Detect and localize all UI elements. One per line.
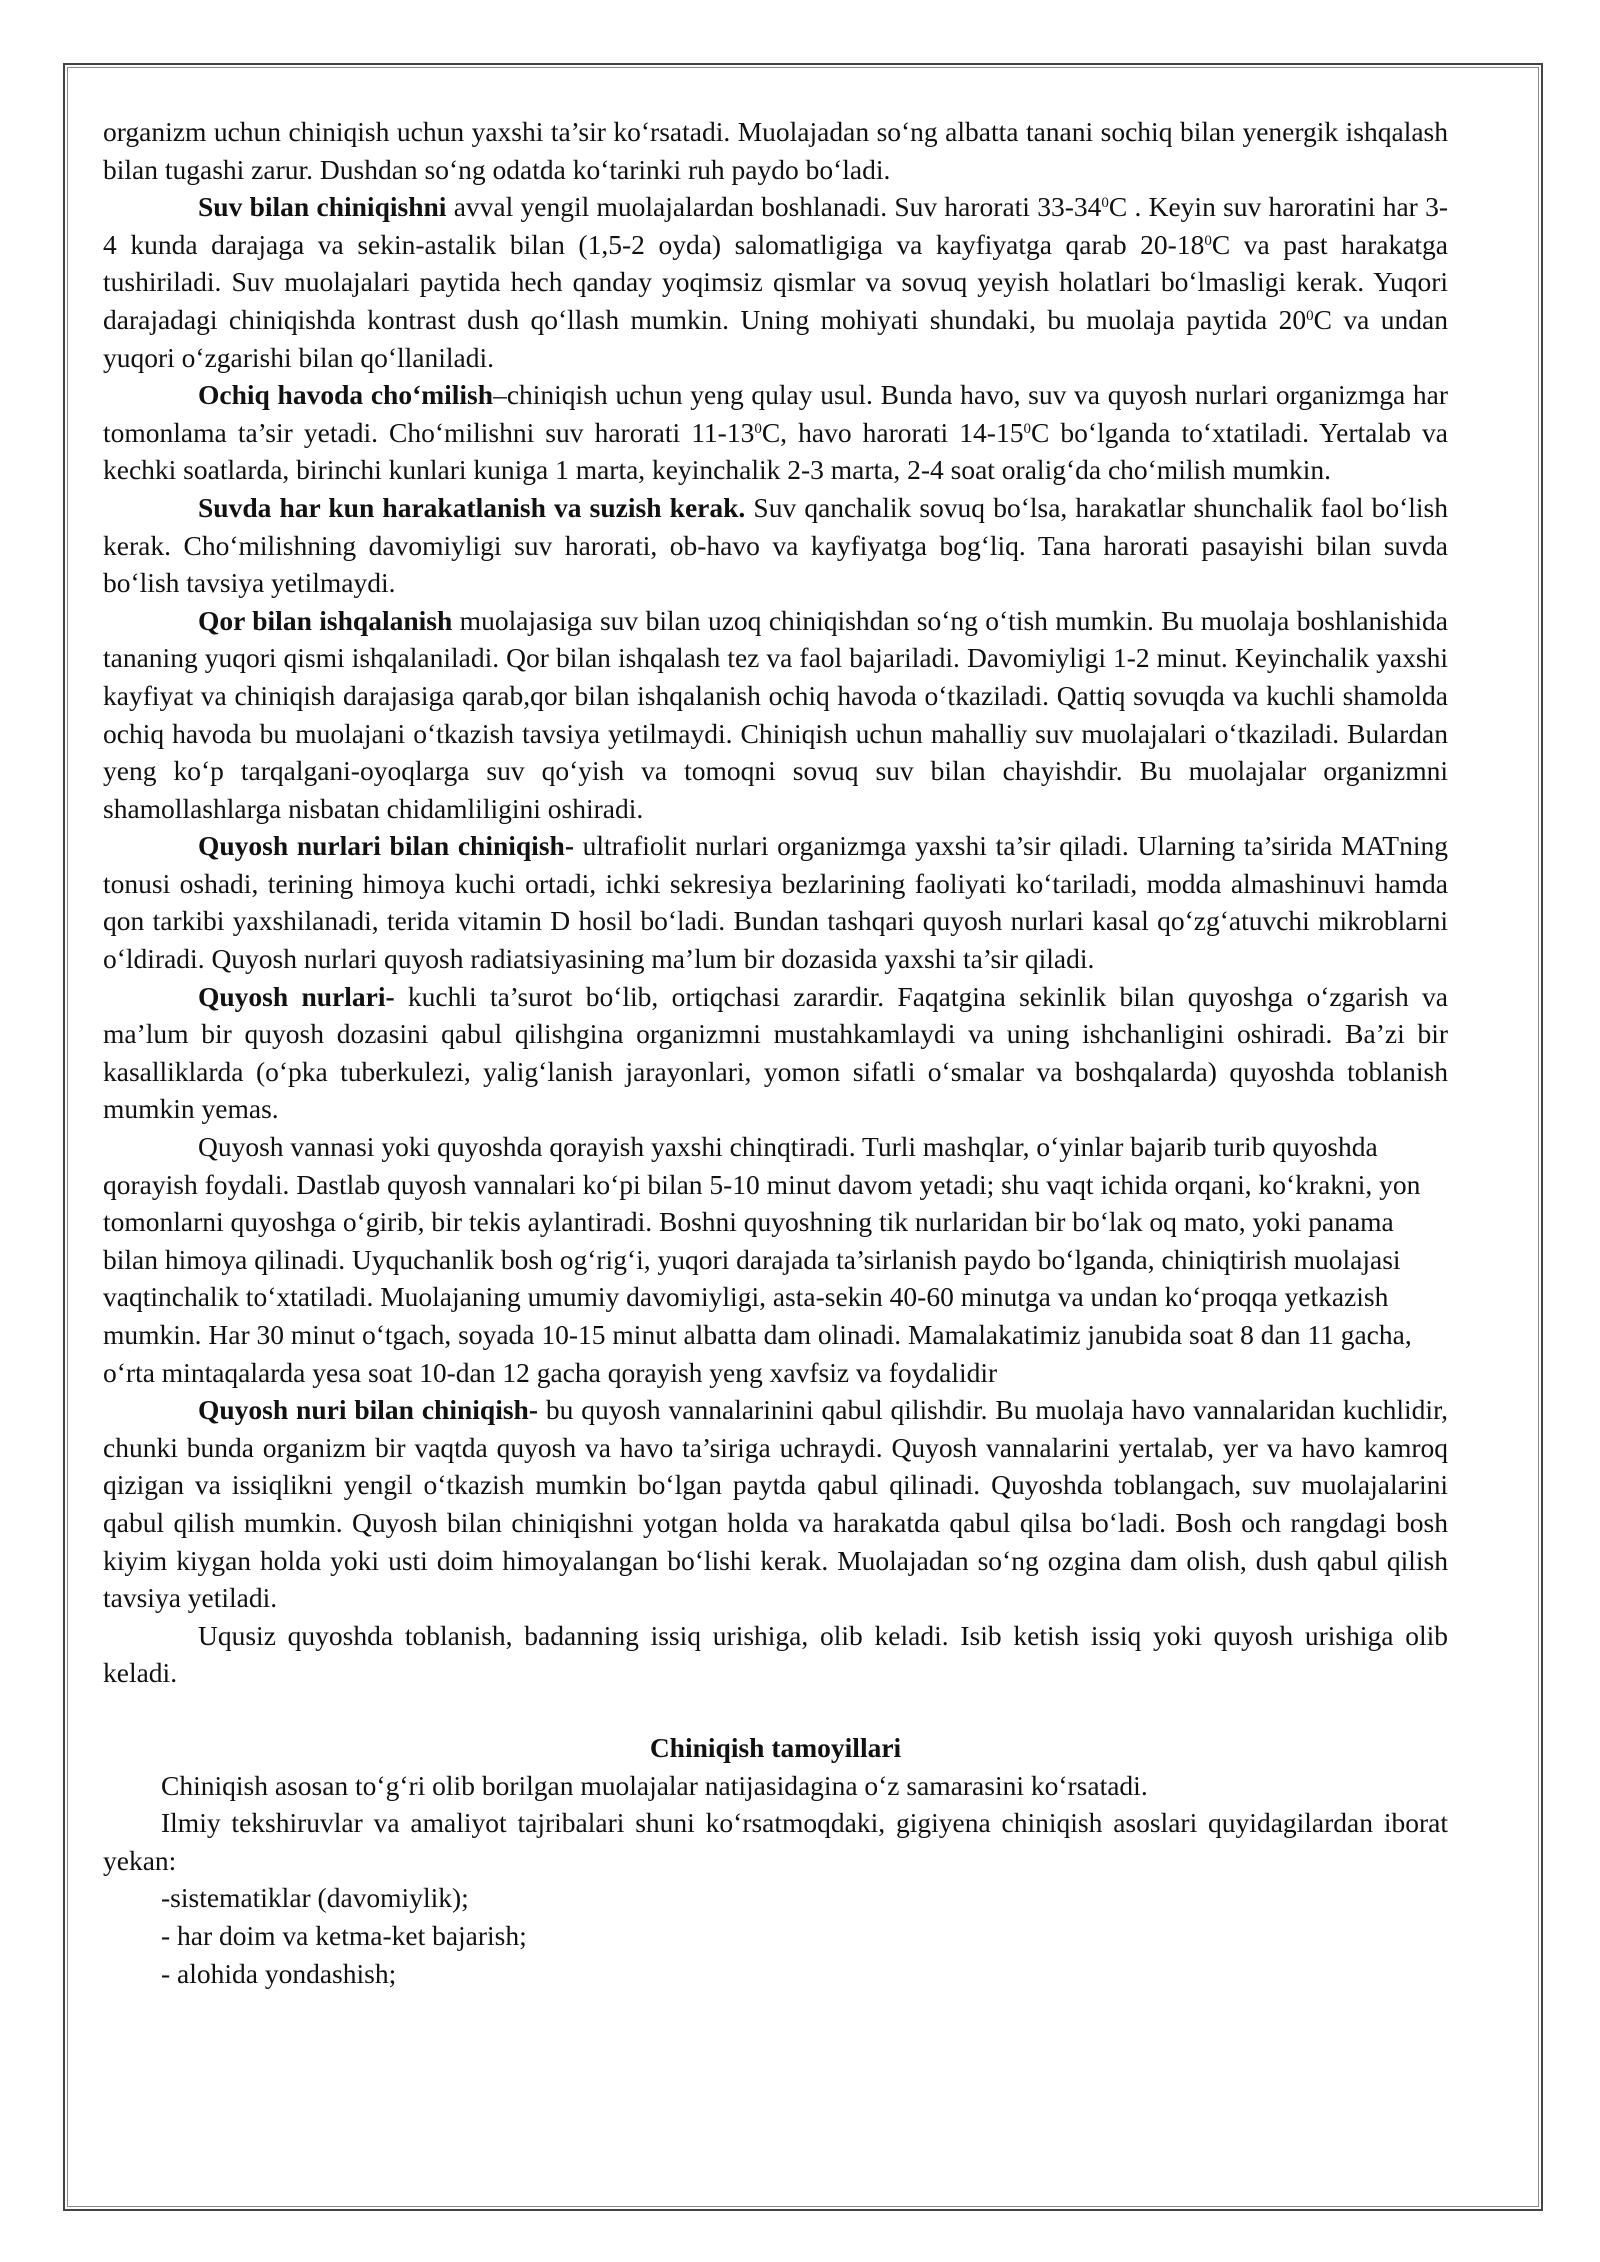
term-open-air-swimming: Ochiq havoda cho‘milish xyxy=(198,379,494,411)
term-swimming: Suvda har kun harakatlanish va suzish kerak. xyxy=(198,491,746,523)
paragraph-sun-rays: Quyosh nurlari- kuchli ta’surot bo‘lib, ortiqchasi zarardir. Faqatgina sekinlik bilan quyoshga o‘zgarish va ma’lum bir quyosh dozasini qabul qilishgina organizmni mustahkamlaydi va uning ishchanligini oshiradi. Ba’zi bir kasalliklarda (o‘pka tuberkulezi, yalig‘lanish jarayonlari, yomon sifatli o‘smalar va boshqalarda) quyoshda toblanish mumkin yemas. xyxy=(103,980,1448,1125)
paragraph-sunlight-hardening: Quyosh nuri bilan chiniqish- bu quyosh vannalarinini qabul qilishdir. Bu muolaja havo vannalaridan kuchlidir, chunki bunda organizm bir vaqtda quyosh va havo ta’siriga uchraydi. Quyosh vannalarini yertalab, yer va havo kamroq qizigan va issiqlikni yengil o‘tkazish mumkin bo‘lgan paytda qabul qilinadi. Quyoshda toblangach, suv muolajalarini qabul qilish mumkin. Quyosh bilan chiniqishni yotgan holda va harakatda qabul qilsa bo‘ladi. Bosh och rangdagi bosh kiyim kiygan holda yoki usti doim himoyalangan bo‘lishi kerak. Muolajadan so‘ng ozgina dam olish, dush qabul qilish tavsiya yetiladi. xyxy=(103,1394,1448,1614)
paragraph-water-hardening: Suv bilan chiniqishni avval yengil muolajalardan boshlanadi. Suv harorati $33-34^0C$ . Keyin suv haroratini har 3-4 kunda darajaga va sekin-astalik bilan (1,5-2 oyda) salomatligiga va kayfiyatga qarab $20-18^0C$ va past harakatga tushiriladi. Suv muolajalari paytida hech qanday yoqimsiz qismlar va sovuq yeyish holatlari bo‘lmasligi kerak. Yuqori darajadagi chiniqishda kontrast dush qo‘llash mumkin. Uning mohiyati shundaki, bu muolaja paytida $20^0C$ va undan yuqori o‘zgarishi bilan qo‘llaniladi. xyxy=(103,191,1449,373)
term-snow-rubbing: Qor bilan ishqalanish xyxy=(198,604,453,636)
paragraph-principles-intro: Chiniqish asosan to‘g‘ri olib borilgan muolajalar natijasidagina o‘z samarasini ko‘rsatadi. xyxy=(161,1769,1148,1801)
paragraph-principles-basis: Ilmiy tekshiruvlar va amaliyot tajribalari shuni ko‘rsatmoqdaki, gigiyena chiniqish asoslari quyidagilardan iborat yekan: xyxy=(103,1807,1448,1876)
term-sun-rays-hardening: Quyosh nurlari bilan chiniqish- xyxy=(198,830,574,862)
term-water-hardening: Suv bilan chiniqishni xyxy=(198,191,447,223)
paragraph-open-air-swimming: Ochiq havoda cho‘milish–chiniqish uchun yeng qulay usul. Bunda havo, suv va quyosh nurlari organizmga har tomonlama ta’sir yetadi. Cho‘milishni suv harorati $11-13^0C$, havo harorati $14-15^0C$ bo‘lganda to‘xtatiladi. Yertalab va kechki soatlarda, birinchi kunlari kuniga 1 marta, keyinchalik 2-3 marta, 2-4 soat oralig‘da cho‘milish mumkin. xyxy=(103,379,1449,486)
paragraph-sunstroke: Uqusiz quyoshda toblanish, badanning issiq urishiga, olib keladi. Isib ketish issiq yoki quyosh urishiga olib keladi. xyxy=(103,1619,1448,1689)
paragraph-intro: organizm uchun chiniqish uchun yaxshi ta’sir ko‘rsatadi. Muolajadan so‘ng albatta tanani sochiq bilan yenergik ishqalash bilan tugashi zarur. Dushdan so‘ng odatda ko‘tarinki ruh paydo bo‘ladi. xyxy=(103,116,1448,185)
list-item: -sistematiklar (davomiylik); xyxy=(161,1882,469,1914)
section-heading: Chiniqish tamoyillari xyxy=(649,1731,902,1763)
paragraph-sunbath: Quyosh vannasi yoki quyoshda qorayish yaxshi chinqtiradi. Turli mashqlar, o‘yinlar bajarib turib quyoshda qorayish foydali. Dastlab quyosh vannalari ko‘pi bilan 5-10 minut davom yetadi; shu vaqt ichida orqani, ko‘krakni, yon tomonlarni quyoshga o‘girib, bir tekis aylantiradi. Boshni quyoshning tik nurlaridan bir bo‘lak oq mato, yoki panama bilan himoya qilinadi. Uyquchanlik bosh og‘rig‘i, yuqori darajada ta’sirlanish paydo bo‘lganda, chiniqtirish muolajasi vaqtinchalik to‘xtatiladi. Muolajaning umumiy davomiyligi, asta-sekin 40-60 minutga va undan ko‘proqqa yetkazish mumkin. Har 30 minut o‘tgach, soyada 10-15 minut albatta dam olinadi. Mamalakatimiz janubida soat 8 dan 11 gacha, o‘rta mintaqalarda yesa soat 10-dan 12 gacha qorayish yeng xavfsiz va foydalidir xyxy=(103,1131,1421,1388)
paragraph-sun-rays-hardening: Quyosh nurlari bilan chiniqish- ultrafiolit nurlari organizmga yaxshi ta’sir qiladi. Ularning ta’sirida MATning tonusi oshadi, terining himoya kuchi ortadi, ichki sekresiya bezlarining faoliyati ko‘tariladi, modda almashinuvi hamda qon tarkibi yaxshilanadi, terida vitamin D hosil bo‘ladi. Bundan tashqari quyosh nurlari kasal qo‘zg‘atuvchi mikroblarni o‘ldiradi. Quyosh nurlari quyosh radiatsiyasining ma’lum bir dozasida yaxshi ta’sir qiladi. xyxy=(103,830,1448,975)
document-body xyxy=(103,113,1448,1992)
list-item: - alohida yondashish; xyxy=(161,1957,397,1989)
term-sunlight-hardening: Quyosh nuri bilan chiniqish- xyxy=(198,1394,538,1426)
paragraph-swimming: Suvda har kun harakatlanish va suzish kerak. Suv qanchalik sovuq bo‘lsa, harakatlar shunchalik faol bo‘lish kerak. Cho‘milishning davomiyligi suv harorati, ob-havo va kayfiyatga bog‘liq. Tana harorati pasayishi bilan suvda bo‘lish tavsiya yetilmaydi. xyxy=(103,491,1448,599)
term-sun-rays: Quyosh nurlari- xyxy=(198,980,395,1012)
paragraph-snow-rubbing: Qor bilan ishqalanish muolajasiga suv bilan uzoq chiniqishdan so‘ng o‘tish mumkin. Bu muolaja boshlanishida tananing yuqori qismi ishqalaniladi. Qor bilan ishqalash tez va faol bajariladi. Davomiyligi 1-2 minut. Keyinchalik yaxshi kayfiyat va chiniqish darajasiga qarab,qor bilan ishqalanish ochiq havoda o‘tkaziladi. Qattiq sovuqda va kuchli shamolda ochiq havoda bu muolajani o‘tkazish tavsiya yetilmaydi. Chiniqish uchun mahalliy suv muolajalari o‘tkaziladi. Bulardan yeng ko‘p tarqalgani-oyoqlarga suv qo‘yish va tomoqni sovuq suv bilan chayishdir. Bu muolajalar organizmni shamollashlarga nisbatan chidamliligini oshiradi. xyxy=(103,604,1448,824)
list-item: - har doim va ketma-ket bajarish; xyxy=(161,1919,527,1951)
